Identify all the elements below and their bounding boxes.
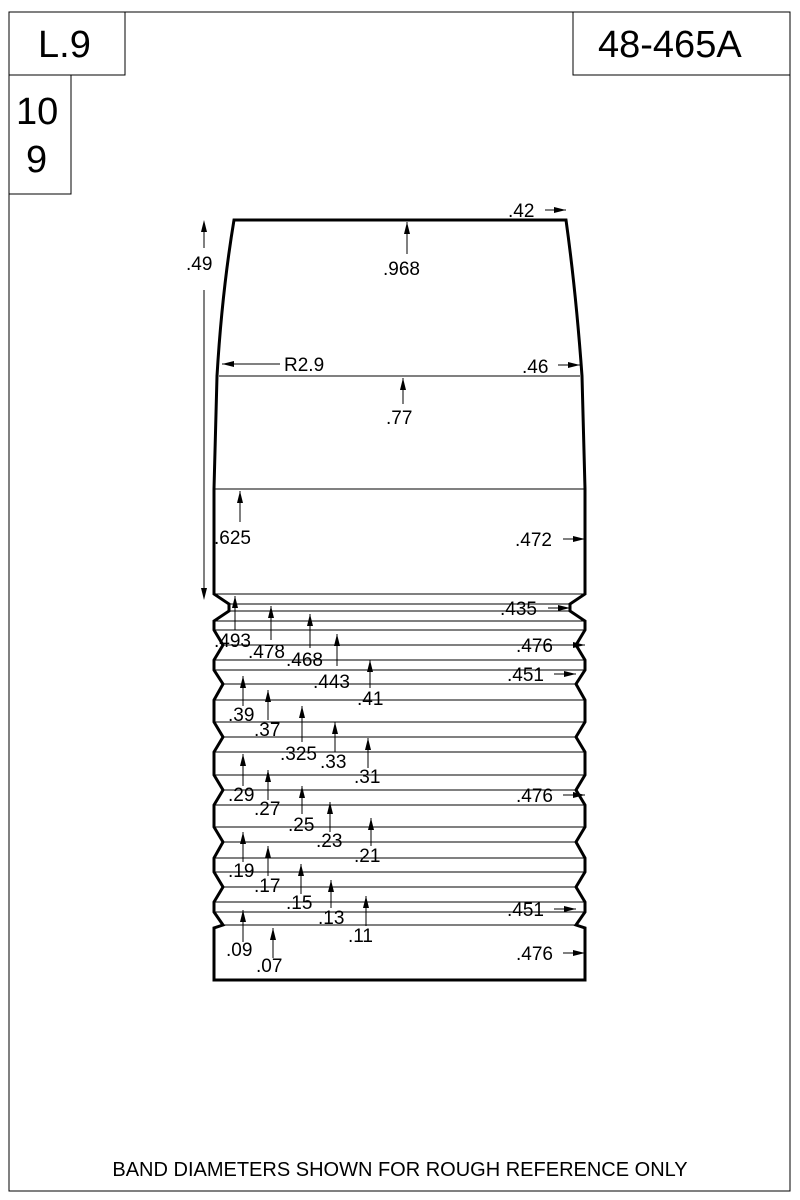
groove-pos-label: .468 (286, 650, 323, 671)
arrow-head (299, 786, 305, 798)
arrow-head (365, 738, 371, 750)
groove-pos-label: .09 (226, 940, 253, 961)
groove-pos-label: .21 (354, 846, 381, 867)
mold-number: 48-465A (598, 24, 742, 66)
arrow-head (270, 928, 276, 940)
reference-note: BAND DIAMETERS SHOWN FOR ROUGH REFERENCE ONLY (112, 1159, 688, 1181)
arrow-head (400, 378, 406, 390)
groove-pos-label: .25 (288, 815, 315, 836)
arrow-head (298, 864, 304, 876)
groove-diameter-1-label: .451 (507, 665, 544, 686)
groove-diameter-2-label: .451 (507, 900, 544, 921)
arrow-head (368, 818, 374, 830)
arrow-head (334, 634, 340, 646)
groove-pos-label: .325 (280, 744, 317, 765)
groove-pos-label: .31 (354, 767, 381, 788)
arrow-head (232, 596, 238, 608)
groove-pos-label: .23 (316, 831, 343, 852)
mold-label: L.9 (38, 24, 91, 66)
nose-diameter-label: .42 (508, 201, 535, 222)
groove-pos-label: .15 (286, 893, 313, 914)
length-leader (201, 220, 207, 600)
arrow-head (240, 676, 246, 688)
groove-diameter-top-label: .435 (500, 599, 537, 620)
ogive-to-base-label: .77 (386, 408, 413, 429)
arrow-head (307, 614, 313, 626)
right-arrows (545, 207, 585, 956)
groove-pos-label: .19 (228, 861, 255, 882)
upper-band-diameter-label: .46 (522, 357, 549, 378)
groove-pos-label: .41 (357, 689, 384, 710)
groove-pos-label: .17 (254, 876, 281, 897)
band-diameter-2-label: .476 (516, 786, 553, 807)
groove-pos-label: .39 (228, 705, 255, 726)
groove-pos-label: .37 (254, 720, 281, 741)
groove-pos-label: .493 (214, 631, 251, 652)
groove-pos-label: .443 (313, 672, 350, 693)
overall-length-label: .968 (383, 259, 420, 280)
base-diameter-label: .476 (516, 944, 553, 965)
arrow-head (240, 754, 246, 766)
cavity-count-bottom: 9 (26, 139, 48, 181)
body-length-label: .625 (214, 528, 251, 549)
groove-pos-label: .27 (254, 799, 281, 820)
arrow-head (237, 491, 243, 503)
arrow-head (404, 222, 410, 234)
nose-length-label: .49 (186, 254, 213, 275)
groove-pos-label: .33 (320, 752, 347, 773)
groove-pos-label: .07 (256, 956, 283, 977)
arrow-head (327, 802, 333, 814)
groove-pos-label: .478 (248, 642, 285, 663)
arrow-head (328, 880, 334, 892)
arrow-head (299, 706, 305, 718)
cavity-count-top: 10 (16, 91, 59, 133)
arrow-head (332, 722, 338, 734)
drawing-frame (9, 12, 790, 1191)
groove-pos-label: .11 (348, 926, 374, 947)
arrow-head (265, 846, 271, 858)
groove-pos-label: .13 (318, 908, 345, 929)
band-diameter-1-label: .476 (516, 636, 553, 657)
body-diameter-label: .472 (515, 530, 552, 551)
arrow-head (265, 770, 271, 782)
radius-arrow (222, 361, 280, 367)
groove-pos-label: .29 (228, 785, 255, 806)
arrow-head (268, 606, 274, 618)
arrow-head (265, 690, 271, 702)
arrow-head (367, 660, 373, 672)
arrow-head (240, 832, 246, 844)
ogive-radius-label: R2.9 (284, 355, 325, 376)
